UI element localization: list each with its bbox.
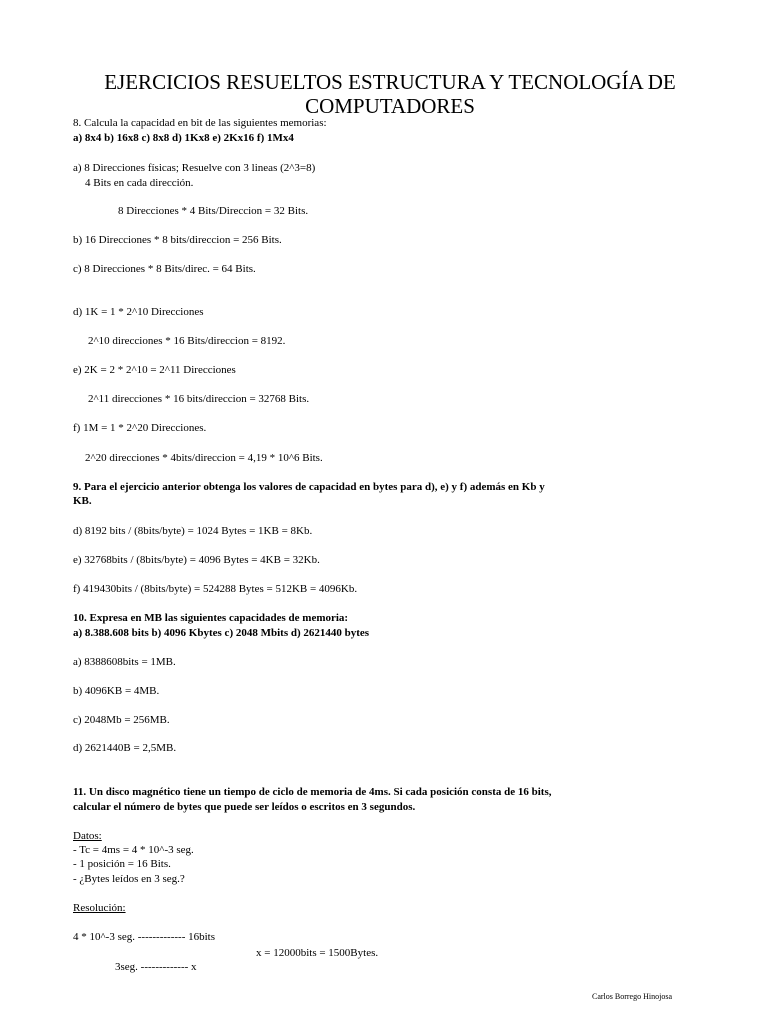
ex8-answer-e-line2: 2^11 direcciones * 16 bits/direccion = 32768 Bits.	[88, 393, 310, 405]
title-line-2: COMPUTADORES	[305, 94, 475, 118]
ex8-statement: 8. Calcula la capacidad en bit de las siguientes memorias:	[73, 117, 327, 129]
ex9-answer-e: e) 32768bits / (8bits/byte) = 4096 Bytes = 4KB = 32Kb.	[73, 554, 320, 566]
ex11-resolution-line2: x = 12000bits = 1500Bytes.	[256, 947, 379, 959]
ex8-answer-f-line2: 2^20 direcciones * 4bits/direccion = 4,19 * 10^6 Bits.	[85, 452, 323, 464]
ex11-resolution-line3: 3seg. ------------- x	[115, 961, 197, 973]
ex9-answer-f: f) 419430bits / (8bits/byte) = 524288 Bytes = 512KB = 4096Kb.	[73, 583, 358, 595]
ex11-statement-line2: calcular el número de bytes que puede ser leídos o escritos en 3 segundos.	[73, 801, 416, 813]
author-footer: Carlos Borrego Hinojosa	[592, 992, 672, 1001]
ex8-answer-b: b) 16 Direcciones * 8 bits/direccion = 256 Bits.	[73, 234, 282, 246]
document-title	[60, 70, 720, 118]
ex8-answer-a-line3: 8 Direcciones * 4 Bits/Direccion = 32 Bits.	[118, 205, 309, 217]
ex10-answer-d: d) 2621440B = 2,5MB.	[73, 742, 177, 754]
ex10-answer-c: c) 2048Mb = 256MB.	[73, 714, 170, 726]
ex8-answer-a-line1: a) 8 Direcciones físicas; Resuelve con 3 lineas (2^3=8)	[73, 162, 316, 174]
ex8-answer-e-line1: e) 2K = 2 * 2^10 = 2^11 Direcciones	[73, 364, 236, 376]
ex8-answer-c: c) 8 Direcciones * 8 Bits/direc. = 64 Bits.	[73, 263, 256, 275]
ex11-dato-3: - ¿Bytes leídos en 3 seg.?	[73, 873, 185, 885]
ex8-answer-a-line2: 4 Bits en cada dirección.	[85, 177, 194, 189]
ex9-answer-d: d) 8192 bits / (8bits/byte) = 1024 Bytes = 1KB = 8Kb.	[73, 525, 313, 537]
title-line-1: EJERCICIOS RESUELTOS ESTRUCTURA Y TECNOLOGÍA DE	[104, 70, 676, 94]
ex8-answer-d-line2: 2^10 direcciones * 16 Bits/direccion = 8192.	[88, 335, 286, 347]
ex8-answer-d-line1: d) 1K = 1 * 2^10 Direcciones	[73, 306, 204, 318]
ex11-dato-2: - 1 posición = 16 Bits.	[73, 858, 171, 870]
ex8-options: a) 8x4 b) 16x8 c) 8x8 d) 1Kx8 e) 2Kx16 f) 1Mx4	[73, 132, 294, 144]
ex11-dato-1: - Tc = 4ms = 4 * 10^-3 seg.	[73, 844, 194, 856]
ex8-answer-f-line1: f) 1M = 1 * 2^20 Direcciones.	[73, 422, 207, 434]
ex9-statement-line2: KB.	[73, 495, 92, 507]
ex10-statement: 10. Expresa en MB las siguientes capacidades de memoria:	[73, 612, 349, 624]
ex9-statement-line1: 9. Para el ejercicio anterior obtenga los valores de capacidad en bytes para d), e) y f) además en Kb y	[73, 481, 545, 493]
ex11-resolution-line1: 4 * 10^-3 seg. ------------- 16bits	[73, 931, 216, 943]
ex11-statement-line1: 11. Un disco magnético tiene un tiempo de ciclo de memoria de 4ms. Si cada posición consta de 16 bits,	[73, 786, 552, 798]
ex11-datos-label: Datos:	[73, 830, 102, 842]
ex10-options: a) 8.388.608 bits b) 4096 Kbytes c) 2048 Mbits d) 2621440 bytes	[73, 627, 370, 639]
ex10-answer-a: a) 8388608bits = 1MB.	[73, 656, 176, 668]
ex10-answer-b: b) 4096KB = 4MB.	[73, 685, 160, 697]
ex11-resolucion-label: Resolución:	[73, 902, 126, 914]
